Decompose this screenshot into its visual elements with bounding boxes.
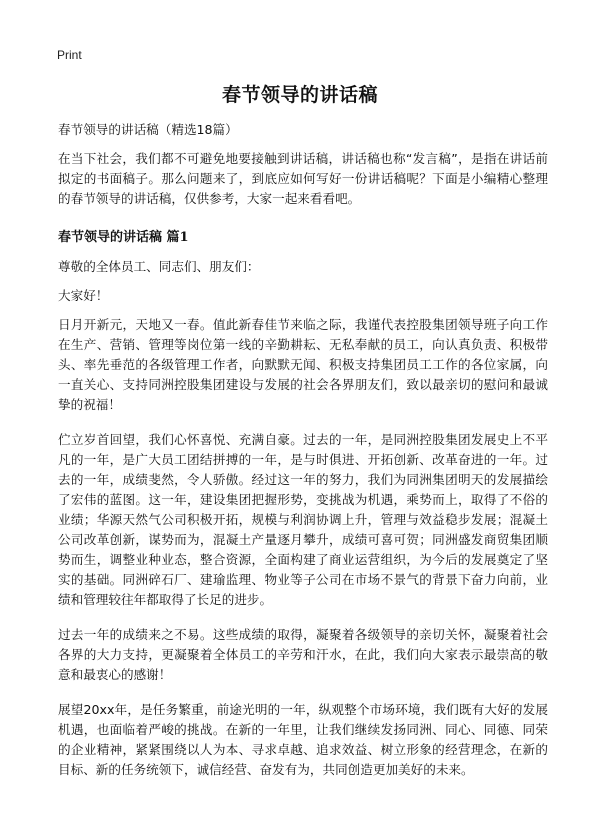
section-heading: 春节领导的讲话稿 篇1 xyxy=(58,230,189,245)
greeting: 大家好！ xyxy=(58,288,109,303)
body-paragraph-1: 日月开新元，天地又一春。值此新春佳节来临之际，我谨代表控股集团领导班子向工作在生产、营销、管理等岗位第一线的辛勤耕耘、无私奉献的员工，向认真负责、积极带头、率先垂范的各级管理工作者，向默默无闻、积极支持集团员工工作的各位家属，向一直关心、支持同洲控股集团建设与发展的社会各界朋友们，致以最亲切的慰问和最诚挚的祝福！ xyxy=(58,317,548,412)
document-title: 春节领导的讲话稿 xyxy=(221,84,378,106)
document-subtitle: 春节领导的讲话稿（精选18篇） xyxy=(58,122,238,137)
body-paragraph-4: 展望20xx年，是任务繁重，前途光明的一年，纵观整个市场环境，我们既有大好的发展机遇，也面临着严峻的挑战。在新的一年里，让我们继续发扬同洲、同心、同德、同荣的企业精神，紧紧围绕以人为本、寻求卓越、追求效益、树立形象的经营理念，在新的目标、新的任务统领下，诚信经营、奋发有为，共同创造更加美好的未来。 xyxy=(58,702,548,777)
body-paragraph-3: 过去一年的成绩来之不易。这些成绩的取得，凝聚着各级领导的亲切关怀，凝聚着社会各界的大力支持，更凝聚着全体员工的辛劳和汗水，在此，我们向大家表示最崇高的敬意和最衷心的感谢！ xyxy=(58,627,548,682)
body-paragraph-2: 伫立岁首回望，我们心怀喜悦、充满自豪。过去的一年，是同洲控股集团发展史上不平凡的一年，是广大员工团结拼搏的一年，是与时俱进、开拓创新、改革奋进的一年。过去的一年，成绩斐然，令人骄傲。经过这一年的努力，我们为同洲集团明天的发展描绘了宏伟的蓝图。这一年，建设集团把握形势，变挑战为机遇，乘势而上，取得了不俗的业绩；华源天然气公司积极开拓，规模与利润协调上升，管理与效益稳步发展；混凝土公司改革创新，谋势而为，混凝土产量逐月攀升，成绩可喜可贺；同洲盛发商贸集团顺势而生，调整业种业态，整合资源，全面构建了商业运营组织，为今后的发展奠定了坚实的基础。同洲碎石厂、建瑜监理、物业等子公司在市场不景气的背景下奋力向前，业绩和管理较往年都取得了长足的进步。 xyxy=(58,432,548,607)
print-label: Print xyxy=(57,48,82,62)
document-body xyxy=(58,120,548,795)
intro-paragraph: 在当下社会，我们都不可避免地要接触到讲话稿，讲话稿也称“发言稿”，是指在讲话前拟定的书面稿子。那么问题来了，到底应如何写好一份讲话稿呢？下面是小编精心整理的春节领导的讲话稿，仅供参考，大家一起来看看吧。 xyxy=(58,151,548,206)
salutation: 尊敬的全体员工、同志们、朋友们： xyxy=(58,259,260,274)
